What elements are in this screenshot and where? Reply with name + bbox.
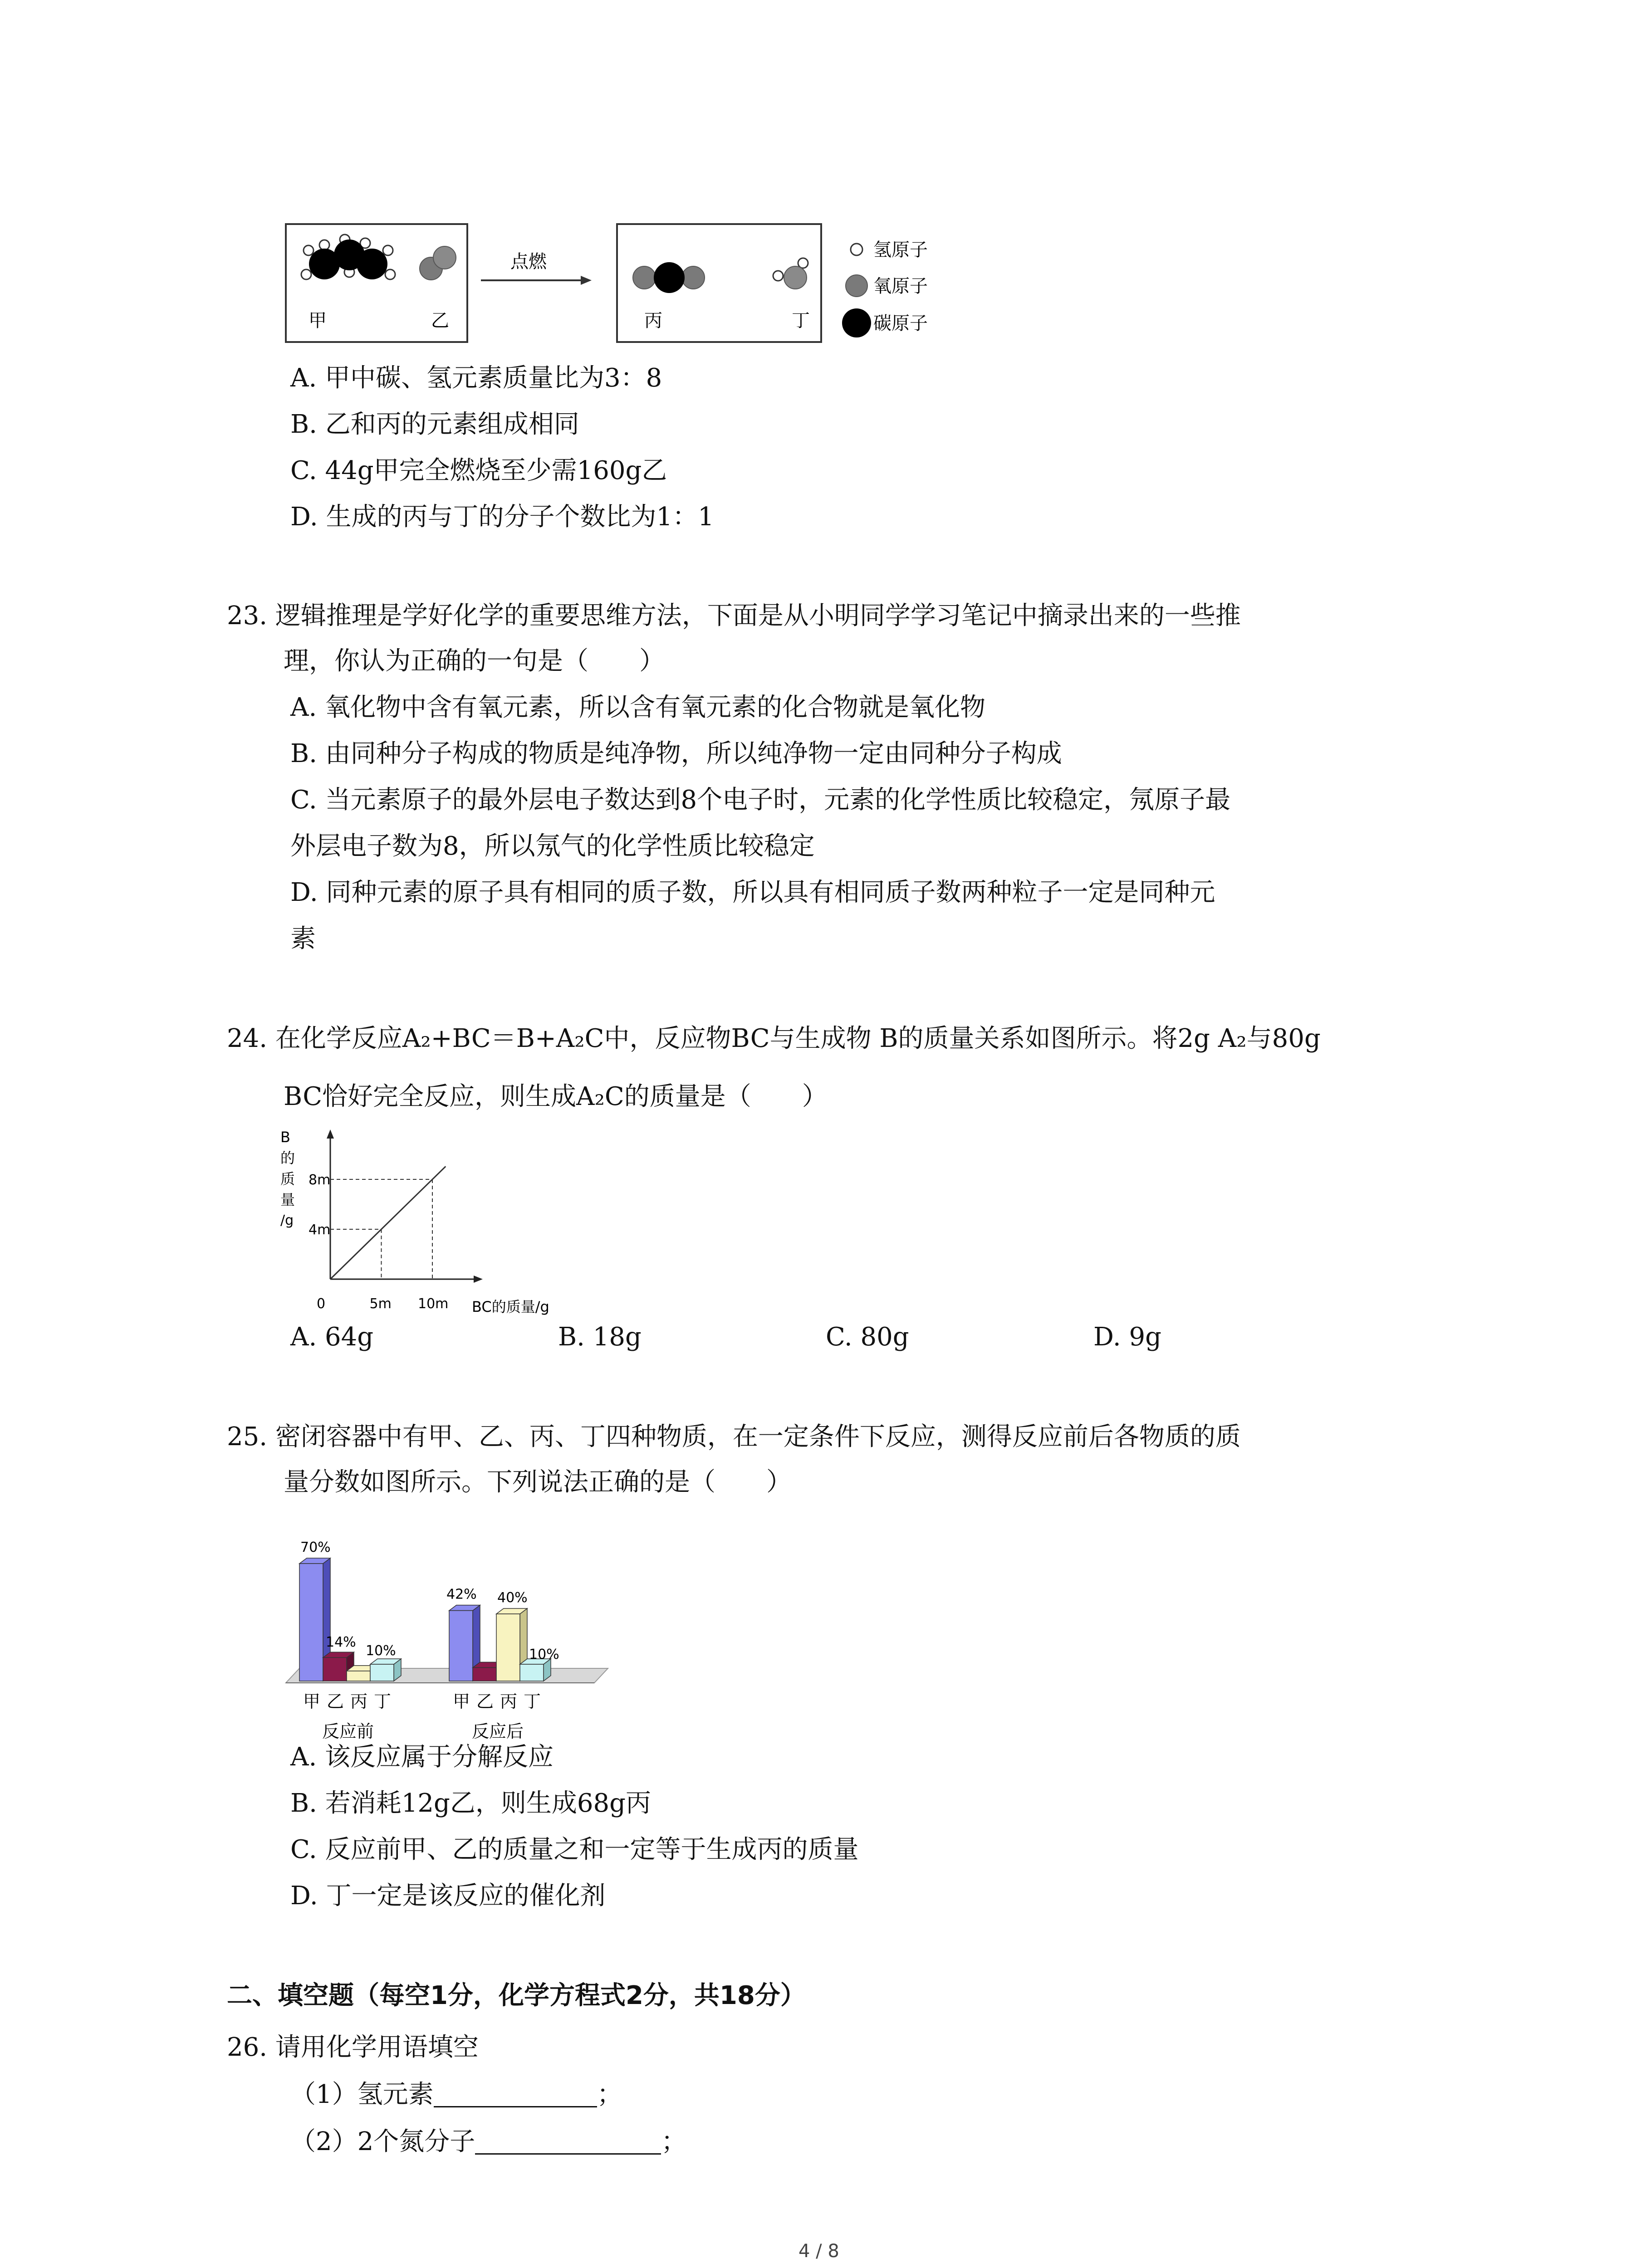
y-label-3: 质 (280, 1170, 295, 1188)
q23-option-d: D. 同种元素的原子具有相同的质子数，所以具有相同质子数两种粒子一定是同种元 (290, 878, 1215, 907)
y-label-1: B (280, 1129, 290, 1146)
data-label: 10% (529, 1647, 559, 1662)
q24-stem-line2: BC恰好完全反应，则生成A₂C的质量是（ ） (284, 1082, 828, 1111)
bar (299, 1564, 323, 1681)
data-label: 70% (300, 1540, 331, 1555)
q22-option-b: B. 乙和丙的元素组成相同 (290, 410, 579, 439)
x-tick-label: 10m (418, 1296, 449, 1312)
page-number: 4 / 8 (798, 2241, 839, 2262)
category-label: 丁 (524, 1691, 541, 1711)
legend-hydrogen: 氢原子 (873, 240, 928, 260)
q24-mass-chart (272, 1129, 617, 1325)
answer-blank-1[interactable] (434, 2082, 597, 2107)
q26-item-2-end: ； (661, 2127, 687, 2156)
q24-option-b: B. 18g (558, 1322, 642, 1352)
q22-reaction-diagram (281, 218, 1007, 354)
category-label: 丁 (374, 1691, 392, 1711)
data-label: 14% (326, 1634, 356, 1651)
molecule-jia (301, 235, 395, 279)
y-tick-label: 4m (309, 1222, 331, 1238)
legend-carbon: 碳原子 (873, 313, 928, 334)
q24-stem-line1: 24. 在化学反应A₂+BC＝B+A₂C中，反应物BC与生成物 B的质量关系如图所示。将2g A₂与80g (227, 1024, 1321, 1053)
bar (347, 1671, 370, 1681)
q26-item-1 (290, 2082, 622, 2107)
q23-option-a: A. 氧化物中含有氧元素，所以含有氧元素的化合物就是氧化物 (290, 693, 986, 722)
series-line (330, 1166, 446, 1279)
molecule-ding (773, 258, 808, 289)
oxygen-atom-icon (846, 275, 867, 297)
carbon-atom-icon (842, 308, 871, 337)
bar (520, 1664, 544, 1681)
q23-stem-line1: 23. 逻辑推理是学好化学的重要思维方法，下面是从小明同学学习笔记中摘录出来的一些推 (227, 601, 1241, 631)
q26-title: 26. 请用化学用语填空 (227, 2033, 479, 2062)
data-label: 42% (446, 1586, 477, 1603)
bar (449, 1611, 473, 1681)
data-label: 10% (366, 1643, 396, 1659)
arrow-label: 点燃 (510, 251, 547, 272)
q23-option-c-cont: 外层电子数为8，所以氖气的化学性质比较稳定 (290, 831, 815, 861)
q26-item-2-label: （2）2个氮分子 (290, 2127, 475, 2156)
q26-item-2 (290, 2129, 686, 2155)
category-label: 乙 (327, 1691, 344, 1711)
q25-bar-chart (277, 1506, 622, 1742)
label-ding: 丁 (792, 310, 810, 331)
q23-option-c: C. 当元素原子的最外层电子数达到8个电子时，元素的化学性质比较稳定，氖原子最 (290, 785, 1231, 815)
hydrogen-atom-icon (851, 244, 862, 255)
y-label-2: 的 (280, 1149, 295, 1167)
category-label: 丙 (500, 1691, 518, 1711)
y-label-4: 量 (280, 1191, 295, 1208)
molecule-yi (420, 246, 456, 280)
x-tick-label: 5m (369, 1296, 392, 1312)
bar (323, 1657, 347, 1681)
q24-option-d: D. 9g (1093, 1322, 1161, 1352)
q24-option-a: A. 64g (290, 1322, 374, 1352)
bar (496, 1614, 520, 1681)
legend-oxygen: 氧原子 (873, 276, 928, 297)
bar (370, 1664, 394, 1681)
y-tick-label: 8m (309, 1172, 331, 1188)
q25-option-b: B. 若消耗12g乙，则生成68g丙 (290, 1789, 651, 1818)
x-tick-label: 0 (317, 1296, 326, 1312)
q26-item-1-end: ； (597, 2080, 622, 2109)
q25-stem-line2: 量分数如图所示。下列说法正确的是（ ） (284, 1467, 792, 1497)
section-title: 二、填空题（每空1分，化学方程式2分，共18分） (227, 1981, 806, 2010)
group-label: 反应前 (322, 1721, 374, 1741)
category-label: 丙 (350, 1691, 368, 1711)
legend (842, 240, 928, 337)
q24-chart-svg (272, 1129, 617, 1325)
q26-item-1-label: （1）氢元素 (290, 2080, 434, 2109)
bar (473, 1667, 496, 1681)
x-axis-label: BC的质量/g (472, 1298, 549, 1315)
q23-stem-line2: 理，你认为正确的一句是（ ） (284, 646, 665, 676)
category-label: 甲 (303, 1691, 321, 1711)
label-jia: 甲 (309, 310, 327, 331)
data-label: 40% (497, 1590, 528, 1606)
answer-blank-2[interactable] (475, 2130, 661, 2155)
label-bing: 丙 (644, 310, 662, 331)
q25-option-a: A. 该反应属于分解反应 (290, 1742, 554, 1772)
q25-option-c: C. 反应前甲、乙的质量之和一定等于生成丙的质量 (290, 1835, 859, 1864)
reaction-diagram-svg (281, 218, 1007, 354)
y-label-5: /g (280, 1212, 294, 1228)
group-label: 反应后 (472, 1721, 524, 1741)
q23-option-d-cont: 素 (290, 924, 316, 953)
q22-option-a: A. 甲中碳、氢元素质量比为3：8 (290, 363, 662, 393)
q22-option-d: D. 生成的丙与丁的分子个数比为1：1 (290, 502, 714, 532)
q24-option-c: C. 80g (826, 1322, 909, 1352)
q25-stem-line1: 25. 密闭容器中有甲、乙、丙、丁四种物质，在一定条件下反应，测得反应前后各物质的质 (227, 1422, 1241, 1452)
q25-chart-svg (277, 1506, 622, 1742)
q25-option-d: D. 丁一定是该反应的催化剂 (290, 1881, 606, 1911)
q22-option-c: C. 44g甲完全燃烧至少需160g乙 (290, 456, 667, 485)
category-label: 甲 (453, 1691, 470, 1711)
molecule-bing (633, 262, 705, 293)
category-label: 乙 (476, 1691, 494, 1711)
q23-option-b: B. 由同种分子构成的物质是纯净物，所以纯净物一定由同种分子构成 (290, 739, 1062, 768)
label-yi: 乙 (431, 310, 449, 331)
